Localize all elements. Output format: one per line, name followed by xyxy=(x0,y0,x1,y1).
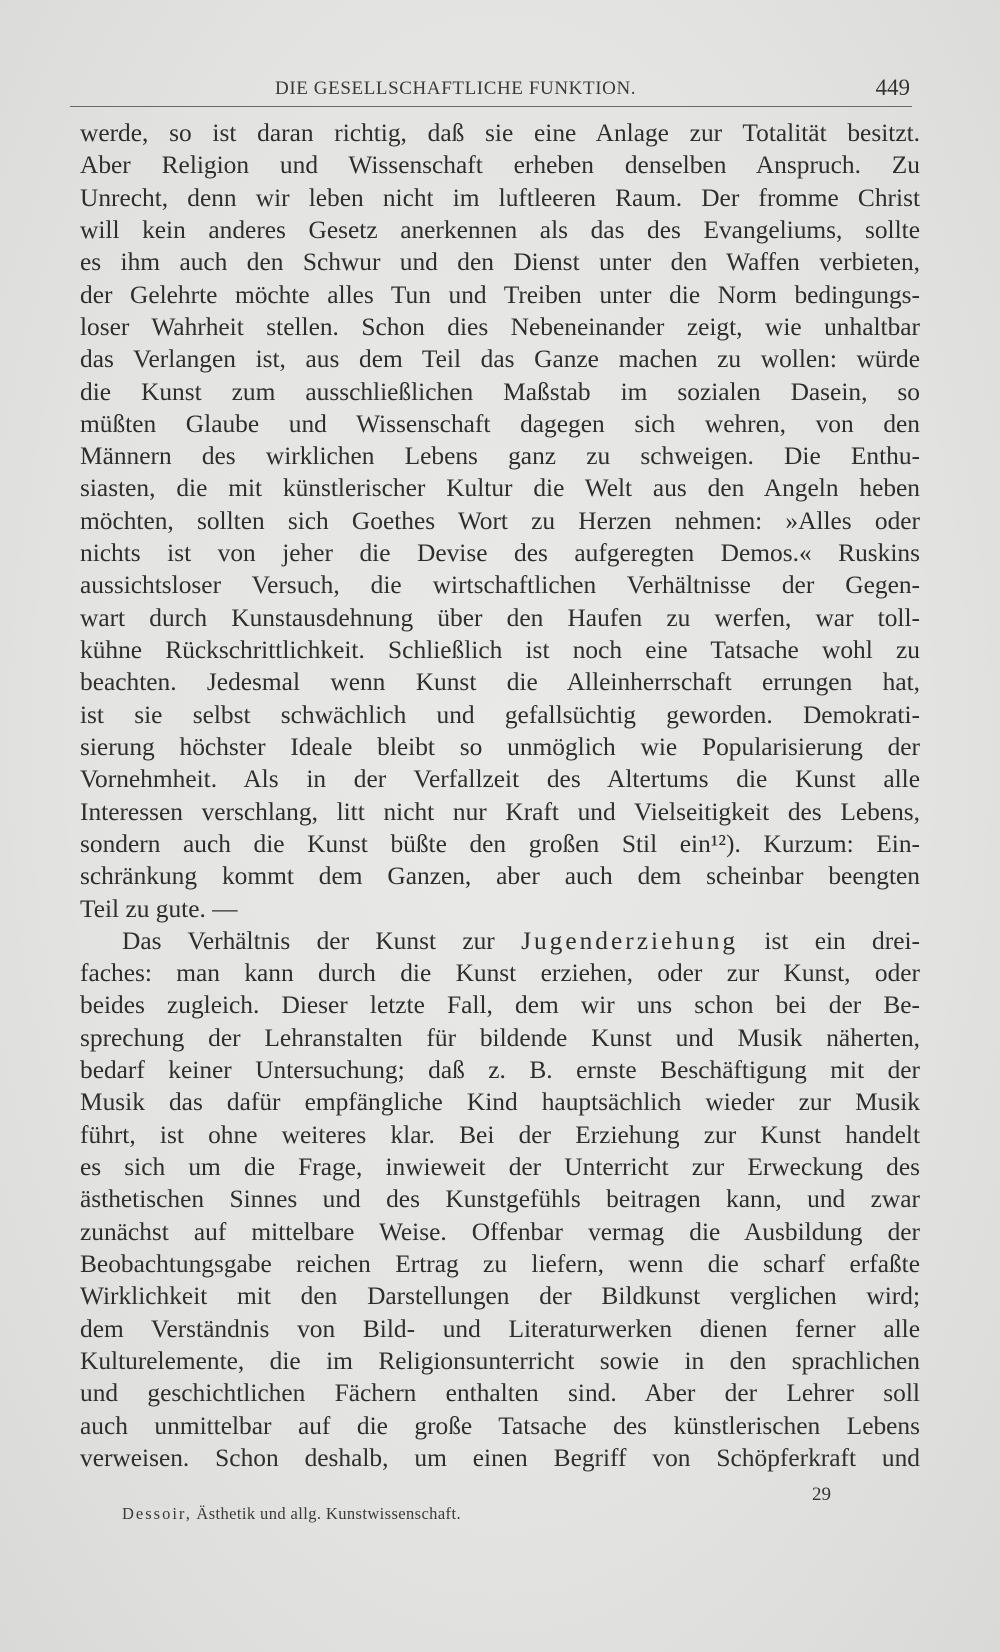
text-line-content: schränkung kommt dem Ganzen, aber auch dem scheinbar beengten xyxy=(80,862,920,891)
text-line xyxy=(80,279,920,311)
text-line-content: der Gelehrte möchte alles Tun und Treiben unter die Norm bedingungs- xyxy=(80,280,920,309)
text-line xyxy=(80,1183,920,1215)
text-line-content: aussichtsloser Versuch, die wirtschaftlichen Verhältnisse der Gegen- xyxy=(80,571,920,600)
text-line-content: es ihm auch den Schwur und den Dienst unter den Waffen verbieten, xyxy=(80,248,920,277)
text-line-content: nichts ist von jeher die Devise des aufgeregten Demos.« Ruskins xyxy=(80,539,920,568)
text-line xyxy=(80,376,920,408)
text-line-content: die Kunst zum ausschließlichen Maßstab im sozialen Dasein, so xyxy=(80,377,920,406)
text-line-content: sprechung der Lehranstalten für bildende Kunst und Musik näherten, xyxy=(80,1023,920,1052)
text-line xyxy=(80,569,920,601)
running-head: DIE GESELLSCHAFTLICHE FUNKTION. xyxy=(275,78,637,99)
text-line xyxy=(80,440,920,472)
text-line-content: zunächst auf mittelbare Weise. Offenbar vermag die Ausbildung der xyxy=(80,1217,920,1246)
text-fragment: Das Verhältnis der Kunst zur xyxy=(122,926,522,955)
text-line xyxy=(80,117,920,149)
text-line xyxy=(80,602,920,634)
text-line-content: Vornehmheit. Als in der Verfallzeit des Altertums die Kunst alle xyxy=(80,765,920,794)
text-line-content: Teil zu gute. — xyxy=(80,894,238,923)
text-line xyxy=(80,925,920,957)
text-line xyxy=(80,796,920,828)
text-line xyxy=(80,246,920,278)
signature-mark: 29 xyxy=(812,1484,831,1505)
footer-title: Ästhetik und allg. Kunstwissenschaft. xyxy=(191,1504,461,1523)
text-line xyxy=(80,1216,920,1248)
text-line xyxy=(80,149,920,181)
footer-author: Dessoir, xyxy=(122,1504,192,1523)
text-line xyxy=(80,1313,920,1345)
body-text xyxy=(80,117,920,1474)
text-line-content: beides zugleich. Dieser letzte Fall, dem wir uns schon bei der Be- xyxy=(80,991,920,1020)
footer-reference xyxy=(122,1504,461,1524)
text-line xyxy=(80,699,920,731)
text-line-content: will kein anderes Gesetz anerkennen als das des Evangeliums, sollte xyxy=(80,215,920,244)
text-line xyxy=(80,505,920,537)
text-line xyxy=(80,1022,920,1054)
text-line-content: möchten, sollten sich Goethes Wort zu Herzen nehmen: »Alles oder xyxy=(80,506,920,535)
text-line-content: verweisen. Schon deshalb, um einen Begriff von Schöpferkraft und xyxy=(80,1443,920,1472)
text-line-content: beachten. Jedesmal wenn Kunst die Alleinherrschaft errungen hat, xyxy=(80,668,920,697)
text-line xyxy=(80,1377,920,1409)
text-line-content: Aber Religion und Wissenschaft erheben denselben Anspruch. Zu xyxy=(80,151,920,180)
text-line-content: kühne Rückschrittlichkeit. Schließlich ist noch eine Tatsache wohl zu xyxy=(80,636,920,664)
text-line-content: führt, ist ohne weiteres klar. Bei der Erziehung zur Kunst handelt xyxy=(80,1120,920,1149)
text-line-content: das Verlangen ist, aus dem Teil das Ganze machen zu wollen: würde xyxy=(80,345,920,374)
text-line-content: wart durch Kunstausdehnung über den Haufen zu werfen, war toll- xyxy=(80,603,920,632)
text-line-content: Wirklichkeit mit den Darstellungen der Bildkunst verglichen wird; xyxy=(80,1282,920,1311)
text-line-content: bedarf keiner Untersuchung; daß z. B. ernste Beschäftigung mit der xyxy=(80,1056,920,1085)
text-line xyxy=(80,989,920,1021)
text-line xyxy=(80,893,920,925)
text-line xyxy=(80,1410,920,1442)
text-line-content: und geschichtlichen Fächern enthalten sind. Aber der Lehrer soll xyxy=(80,1379,920,1408)
text-line-content: es sich um die Frage, inwieweit der Unterricht zur Erweckung des xyxy=(80,1153,920,1181)
text-line xyxy=(80,860,920,892)
text-line-content: faches: man kann durch die Kunst erziehen, oder zur Kunst, oder xyxy=(80,959,920,988)
text-line-content: auch unmittelbar auf die große Tatsache des künstlerischen Lebens xyxy=(80,1411,920,1440)
text-line-content: ästhetischen Sinnes und des Kunstgefühls beitragen kann, und zwar xyxy=(80,1185,920,1214)
text-line xyxy=(80,214,920,246)
text-line xyxy=(80,666,920,698)
text-fragment: ist ein drei- xyxy=(738,926,920,955)
page-header xyxy=(70,70,912,107)
text-line xyxy=(80,1119,920,1151)
paragraph-1 xyxy=(80,117,920,925)
paragraph-2 xyxy=(80,925,920,1474)
text-line xyxy=(80,634,920,666)
text-line xyxy=(80,828,920,860)
text-line xyxy=(80,1054,920,1086)
text-line xyxy=(80,1442,920,1474)
text-line-content: sierung höchster Ideale bleibt so unmöglich wie Popularisierung der xyxy=(80,732,920,761)
text-line-content: werde, so ist daran richtig, daß sie eine Anlage zur Totalität besitzt. xyxy=(80,119,920,147)
text-line xyxy=(80,763,920,795)
page-number: 449 xyxy=(875,75,910,100)
text-line-content: Kulturelemente, die im Religionsunterricht sowie in den sprachlichen xyxy=(80,1346,920,1375)
page-footer xyxy=(122,1484,831,1538)
text-line xyxy=(80,1248,920,1280)
text-line xyxy=(80,537,920,569)
text-line xyxy=(80,311,920,343)
text-line-content: Männern des wirklichen Lebens ganz zu schweigen. Die Enthu- xyxy=(80,442,920,471)
text-line-content: sondern auch die Kunst büßte den großen Stil ein¹²). Kurzum: Ein- xyxy=(80,829,920,858)
text-line xyxy=(80,343,920,375)
text-line-content: dem Verständnis von Bild- und Literaturwerken dienen ferner alle xyxy=(80,1314,920,1343)
text-line-content: loser Wahrheit stellen. Schon dies Nebeneinander zeigt, wie unhaltbar xyxy=(80,312,920,341)
text-line-content: siasten, die mit künstlerischer Kultur die Welt aus den Angeln heben xyxy=(80,474,920,503)
text-line xyxy=(80,408,920,440)
text-line-content: Unrecht, denn wir leben nicht im luftleeren Raum. Der fromme Christ xyxy=(80,183,920,212)
text-line xyxy=(80,1151,920,1183)
text-line-content: Musik das dafür empfängliche Kind hauptsächlich wieder zur Musik xyxy=(80,1088,920,1117)
spaced-emphasis: Jugenderziehung xyxy=(521,926,739,955)
text-line xyxy=(80,1345,920,1377)
text-line-content: ist sie selbst schwächlich und gefallsüchtig geworden. Demokrati- xyxy=(80,700,920,729)
text-line xyxy=(80,1086,920,1118)
text-line xyxy=(80,957,920,989)
text-line-content: Interessen verschlang, litt nicht nur Kraft und Vielseitigkeit des Lebens, xyxy=(80,797,920,826)
text-line-content: müßten Glaube und Wissenschaft dagegen sich wehren, von den xyxy=(80,409,920,438)
text-line xyxy=(80,1280,920,1312)
text-line xyxy=(80,472,920,504)
text-line xyxy=(80,182,920,214)
text-line xyxy=(80,731,920,763)
text-line-content: Beobachtungsgabe reichen Ertrag zu liefern, wenn die scharf erfaßte xyxy=(80,1249,920,1278)
